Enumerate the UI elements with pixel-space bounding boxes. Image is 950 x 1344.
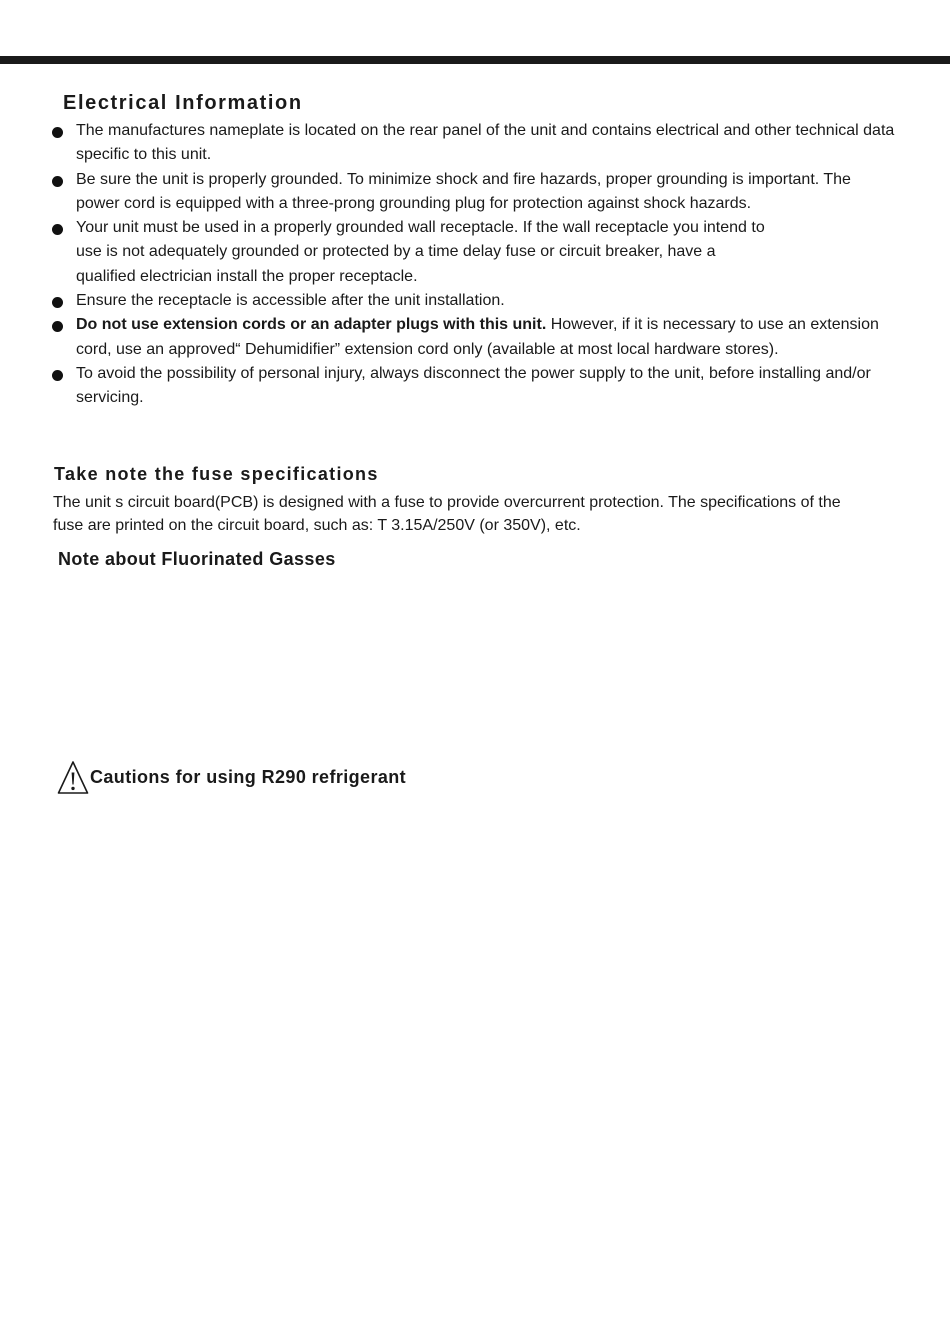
bullet-icon [52, 176, 63, 187]
fuse-specifications-heading: Take note the fuse specifications [54, 464, 379, 484]
bullet-icon [52, 127, 63, 138]
bullet-icon [52, 370, 63, 381]
bullet-icon [52, 297, 63, 308]
bullet-icon [52, 321, 63, 332]
electrical-bullet-list [48, 119, 898, 411]
list-item [48, 119, 898, 168]
bullet-text: Ensure the receptacle is accessible after the unit installation. [76, 292, 505, 310]
fuse-specifications-paragraph: The unit s circuit board(PCB) is designed with a fuse to provide overcurrent protection. The specifications of the fuse are printed on the circuit board, such as: T 3.15A/250V (or 350V), etc. [53, 494, 841, 534]
bullet-text: To avoid the possibility of personal injury, always disconnect the power supply to the unit, before installing and/or servicing. [76, 364, 871, 407]
list-item [48, 168, 898, 217]
bullet-bold-text: Do not use extension cords or an adapter plugs with this unit. [76, 316, 547, 334]
top-rule [0, 56, 950, 64]
electrical-information-heading: Electrical Information [63, 92, 303, 114]
bullet-text: The manufactures nameplate is located on the rear panel of the unit and contains electrical and other technical data specific to this unit. [76, 122, 895, 164]
bullet-text: Be sure the unit is properly grounded. To minimize shock and fire hazards, proper grounding is important. The power cord is equipped with a three-prong grounding plug for protection against shock hazards. [76, 170, 851, 212]
bullet-regular-text: However, if it is necessary to use an extension cord, use an approved“ Dehumidifier” extension cord only (available at most local hardware stores). [76, 316, 879, 358]
list-item [48, 362, 898, 411]
bullet-icon [52, 224, 63, 235]
list-item [48, 289, 898, 313]
fluorinated-gasses-heading: Note about Fluorinated Gasses [58, 549, 336, 569]
list-item [48, 216, 898, 289]
r290-caution-heading [57, 760, 406, 796]
bullet-text: Your unit must be used in a properly grounded wall receptacle. If the wall receptacle you intend to use is not adequately grounded or protected by a time delay fuse or circuit breaker, have a qualified electrician install the proper receptacle. [76, 219, 765, 285]
warning-triangle-icon [57, 760, 89, 796]
list-item [48, 313, 898, 362]
bullet-text [76, 316, 879, 357]
caution-title: Cautions for using R290 refrigerant [90, 766, 407, 787]
